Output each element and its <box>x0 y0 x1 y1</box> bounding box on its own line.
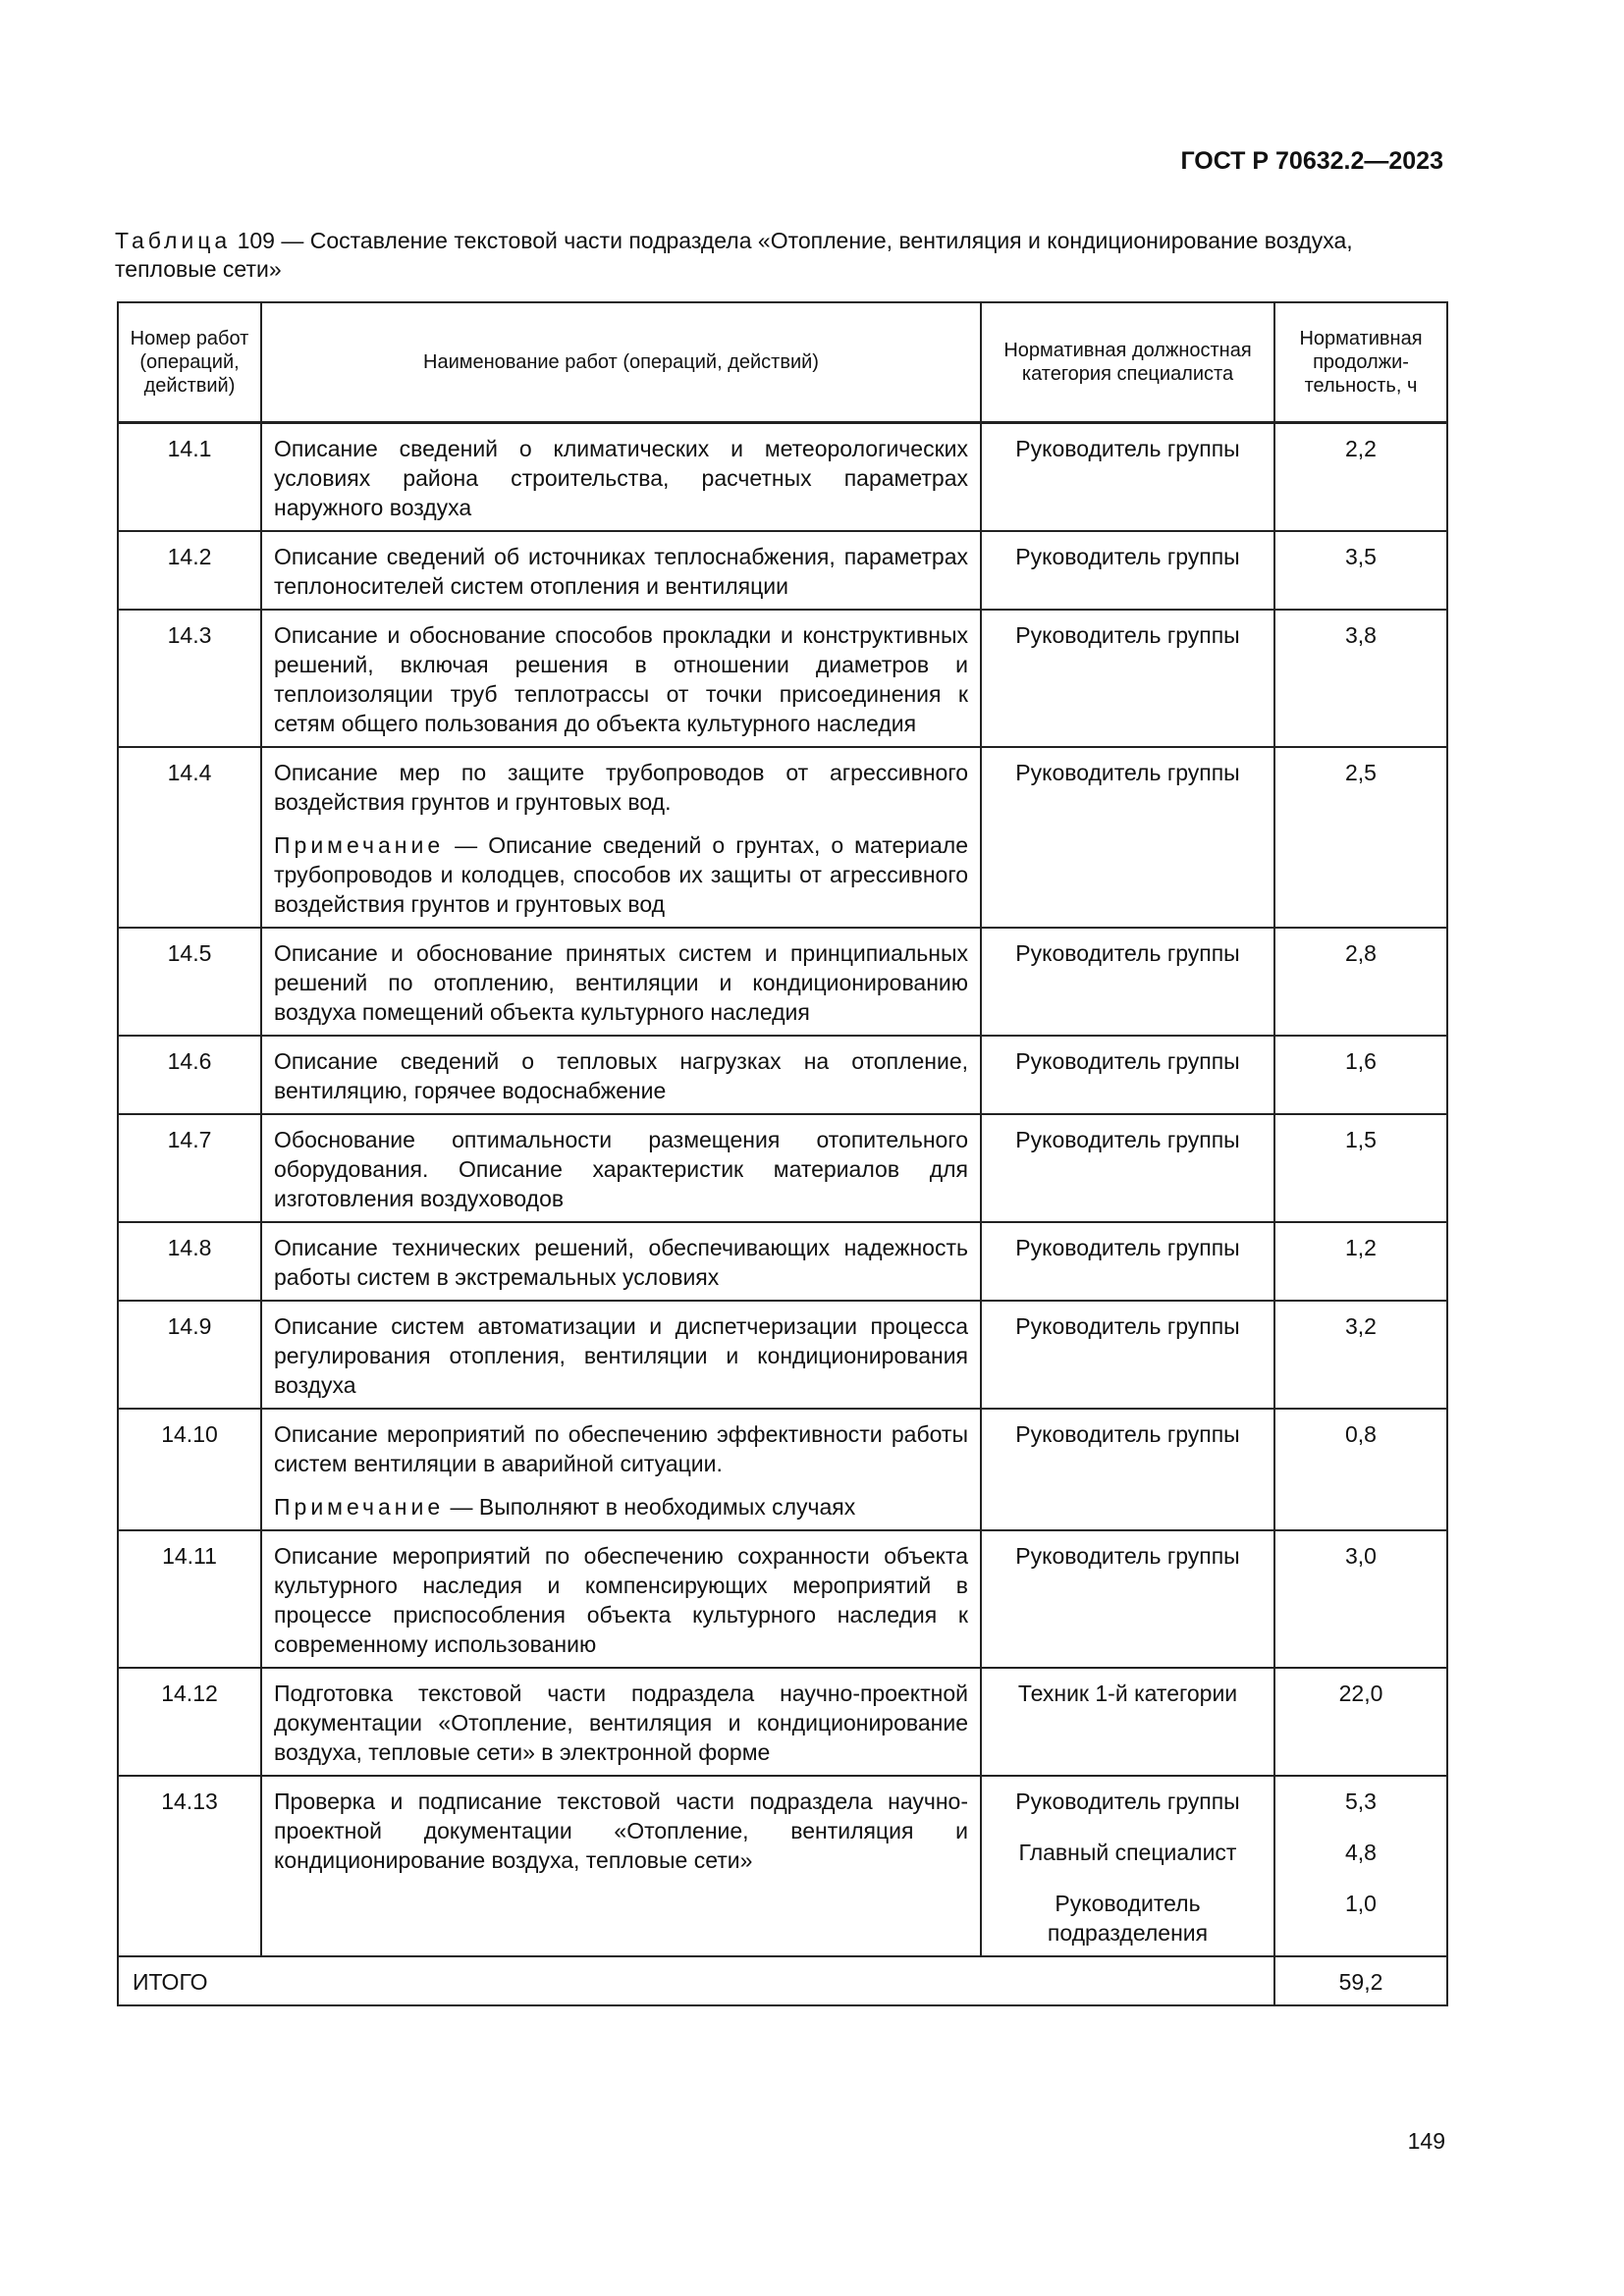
table-caption-label: Таблица <box>115 228 232 253</box>
table-row <box>118 1409 1447 1530</box>
cell-duration: 2,5 <box>1274 747 1447 928</box>
cell-category: Техник 1-й категории <box>981 1668 1274 1776</box>
works-table <box>117 301 1448 2006</box>
table-row <box>118 1036 1447 1114</box>
cell-description: Обоснование оптимальности размещения отопительного оборудования. Описание характеристик материалов для изготовления воздуховодов <box>261 1114 981 1222</box>
table-row <box>118 747 1447 928</box>
cell-duration: 22,0 <box>1274 1668 1447 1776</box>
table-header-row <box>118 302 1447 423</box>
cell-number: 14.6 <box>118 1036 261 1114</box>
cell-duration: 1,5 <box>1274 1114 1447 1222</box>
table-caption-text: 109 — Составление текстовой части подраздела «Отопление, вентиляция и кондиционирование воздуха, тепловые сети» <box>115 228 1353 282</box>
total-label: ИТОГО <box>118 1956 1274 2005</box>
cell-description: Описание мероприятий по обеспечению сохранности объекта культурного наследия и компенсирующих мероприятий в процессе приспособления объекта культурного наследия к современному использованию <box>261 1530 981 1668</box>
cell-category: Руководитель группы <box>981 610 1274 747</box>
cell-category: Руководитель группы <box>981 1301 1274 1409</box>
cell-category: Руководитель группы <box>981 1114 1274 1222</box>
duration-2: 4,8 <box>1345 1840 1377 1865</box>
col-header-number: Номер работ (операций, действий) <box>118 302 261 423</box>
cell-description: Описание технических решений, обеспечивающих надежность работы систем в экстремальных условиях <box>261 1222 981 1301</box>
col-header-name: Наименование работ (операций, действий) <box>261 302 981 423</box>
note-label: Примечание <box>274 1494 445 1520</box>
cell-description: Подготовка текстовой части подраздела научно-проектной документации «Отопление, вентиляция и кондиционирование воздуха, тепловые сети» в электронной форме <box>261 1668 981 1776</box>
category-3: Руководитель подразделения <box>1047 1891 1209 1946</box>
description-text: Описание мер по защите трубопроводов от агрессивного воздействия грунтов и грунтовых вод. <box>274 760 968 815</box>
cell-number: 14.12 <box>118 1668 261 1776</box>
cell-number: 14.2 <box>118 531 261 610</box>
description-text: Описание мероприятий по обеспечению эффективности работы систем вентиляции в аварийной ситуации. <box>274 1421 968 1476</box>
col-header-duration: Нормативная продолжи-тельность, ч <box>1274 302 1447 423</box>
cell-number: 14.1 <box>118 423 261 532</box>
cell-description <box>261 747 981 928</box>
table-row <box>118 1530 1447 1668</box>
total-row <box>118 1956 1447 2005</box>
cell-duration: 1,6 <box>1274 1036 1447 1114</box>
table-row <box>118 531 1447 610</box>
cell-duration: 3,8 <box>1274 610 1447 747</box>
cell-category: Руководитель группы <box>981 928 1274 1036</box>
cell-number: 14.11 <box>118 1530 261 1668</box>
table-row <box>118 1668 1447 1776</box>
duration-3: 1,0 <box>1345 1891 1377 1916</box>
cell-description: Описание сведений об источниках теплоснабжения, параметрах теплоносителей систем отопления и вентиляции <box>261 531 981 610</box>
cell-duration <box>1274 1776 1447 1956</box>
cell-category: Руководитель группы <box>981 423 1274 532</box>
cell-category: Руководитель группы <box>981 1409 1274 1530</box>
table-row <box>118 1114 1447 1222</box>
page-number: 149 <box>1407 2128 1445 2154</box>
note <box>274 830 968 919</box>
cell-duration: 3,5 <box>1274 531 1447 610</box>
cell-number: 14.8 <box>118 1222 261 1301</box>
cell-duration: 0,8 <box>1274 1409 1447 1530</box>
cell-number: 14.4 <box>118 747 261 928</box>
table-row <box>118 423 1447 532</box>
cell-description: Проверка и подписание текстовой части подраздела научно-проектной документации «Отопление, вентиляция и кондиционирование воздуха, тепловые сети» <box>261 1776 981 1956</box>
cell-number: 14.10 <box>118 1409 261 1530</box>
cell-description: Описание сведений о климатических и метеорологических условиях района строительства, расчетных параметрах наружного воздуха <box>261 423 981 532</box>
cell-category: Руководитель группы <box>981 1222 1274 1301</box>
table-row <box>118 1776 1447 1956</box>
cell-category: Руководитель группы <box>981 747 1274 928</box>
duration-1: 5,3 <box>1345 1789 1377 1814</box>
cell-number: 14.7 <box>118 1114 261 1222</box>
col-header-category: Нормативная должностная категория специалиста <box>981 302 1274 423</box>
document-code: ГОСТ Р 70632.2—2023 <box>1180 147 1443 175</box>
cell-number: 14.13 <box>118 1776 261 1956</box>
cell-duration: 2,8 <box>1274 928 1447 1036</box>
cell-category <box>981 1776 1274 1956</box>
category-2: Главный специалист <box>1018 1840 1237 1865</box>
cell-number: 14.3 <box>118 610 261 747</box>
note <box>274 1492 968 1522</box>
table-row <box>118 610 1447 747</box>
table-row <box>118 928 1447 1036</box>
note-label: Примечание <box>274 832 445 858</box>
cell-category: Руководитель группы <box>981 531 1274 610</box>
table-row <box>118 1222 1447 1301</box>
table-caption <box>115 227 1445 284</box>
note-text: — Выполняют в необходимых случаях <box>444 1494 856 1520</box>
table-row <box>118 1301 1447 1409</box>
cell-category: Руководитель группы <box>981 1530 1274 1668</box>
cell-description: Описание и обоснование принятых систем и принципиальных решений по отоплению, вентиляции и кондиционированию воздуха помещений объекта культурного наследия <box>261 928 981 1036</box>
cell-description <box>261 1409 981 1530</box>
cell-duration: 3,2 <box>1274 1301 1447 1409</box>
cell-description: Описание систем автоматизации и диспетчеризации процесса регулирования отопления, вентиляции и кондиционирования воздуха <box>261 1301 981 1409</box>
cell-number: 14.5 <box>118 928 261 1036</box>
cell-category: Руководитель группы <box>981 1036 1274 1114</box>
note-text: — Описание сведений о грунтах, о материале трубопроводов и колодцев, способов их защиты от агрессивного воздействия грунтов и грунтовых вод <box>274 832 968 917</box>
cell-number: 14.9 <box>118 1301 261 1409</box>
cell-description: Описание и обоснование способов прокладки и конструктивных решений, включая решения в отношении диаметров и теплоизоляции труб теплотрассы от точки присоединения к сетям общего пользования до объекта культурного наследия <box>261 610 981 747</box>
category-1: Руководитель группы <box>1015 1789 1240 1814</box>
cell-duration: 1,2 <box>1274 1222 1447 1301</box>
cell-duration: 3,0 <box>1274 1530 1447 1668</box>
cell-description: Описание сведений о тепловых нагрузках на отопление, вентиляцию, горячее водоснабжение <box>261 1036 981 1114</box>
total-value: 59,2 <box>1274 1956 1447 2005</box>
cell-duration: 2,2 <box>1274 423 1447 532</box>
